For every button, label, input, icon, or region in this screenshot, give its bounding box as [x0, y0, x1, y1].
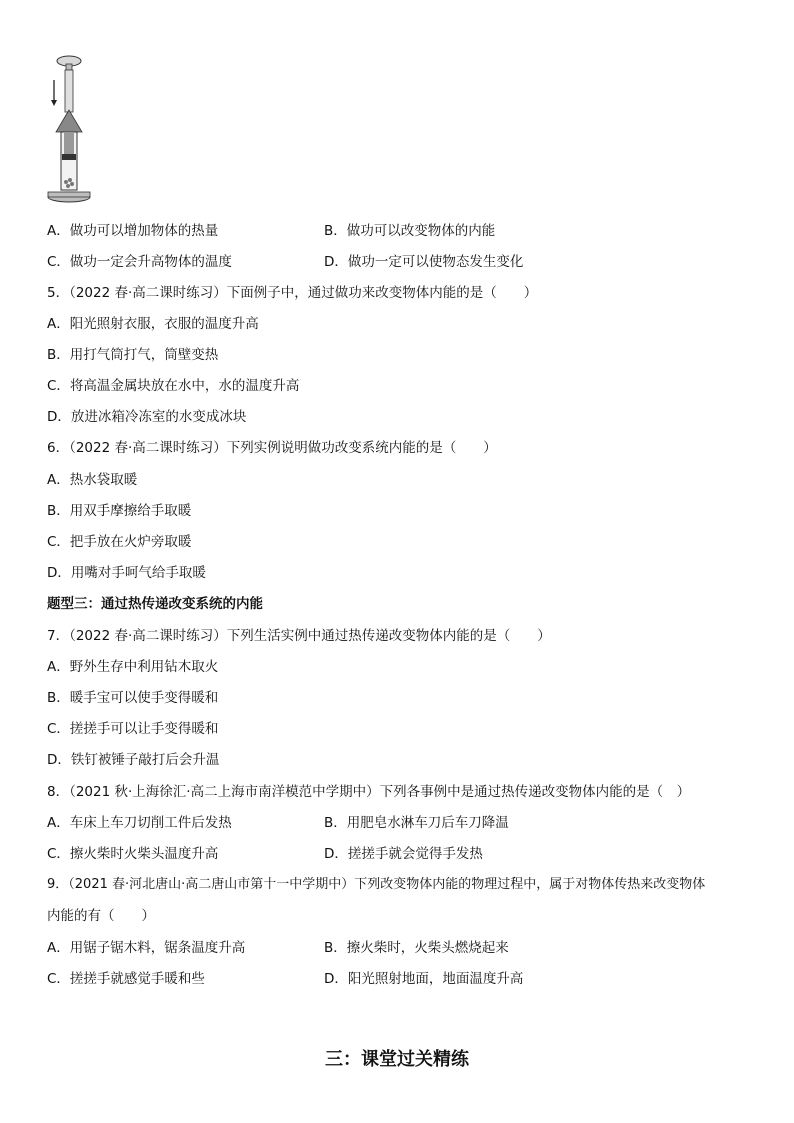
- q5-option-c: C．将高温金属块放在水中，水的温度升高: [47, 378, 300, 394]
- q8-option-c: C．擦火柴时火柴头温度升高: [47, 846, 219, 862]
- q9-option-d: D．阳光照射地面，地面温度升高: [324, 971, 524, 987]
- q6-option-b: B．用双手摩擦给手取暖: [47, 503, 192, 519]
- q6-option-a: A．热水袋取暖: [47, 472, 138, 488]
- compression-cylinder-figure: [44, 52, 100, 206]
- q5-option-b: B．用打气筒打气，筒壁变热: [47, 347, 219, 363]
- q7-option-d: D．铁钉被锤子敲打后会升温: [47, 752, 220, 768]
- q9-option-a: A．用锯子锯木料，锯条温度升高: [47, 940, 246, 956]
- q6-option-d: D．用嘴对手呵气给手取暖: [47, 565, 206, 581]
- section-heading-3: 题型三：通过热传递改变系统的内能: [47, 596, 263, 612]
- q6-option-c: C．把手放在火炉旁取暖: [47, 534, 192, 550]
- q4-option-a: A．做功可以增加物体的热量: [47, 223, 219, 239]
- q5-option-d: D．放进冰箱冷冻室的水变成冰块: [47, 409, 247, 425]
- section-title: 三：课堂过关精练: [325, 1049, 469, 1070]
- q7-option-c: C．搓搓手可以让手变得暖和: [47, 721, 219, 737]
- q4-option-d: D．做功一定可以使物态发生变化: [324, 254, 524, 270]
- q8-option-a: A．车床上车刀切削工件后发热: [47, 815, 232, 831]
- q9-option-b: B．擦火柴时，火柴头燃烧起来: [324, 940, 509, 956]
- q4-option-b: B．做功可以改变物体的内能: [324, 223, 496, 239]
- q7-option-a: A．野外生存中利用钻木取火: [47, 659, 219, 675]
- q7-option-b: B．暖手宝可以使手变得暖和: [47, 690, 219, 706]
- q4-option-c: C．做功一定会升高物体的温度: [47, 254, 232, 270]
- q8-option-b: B．用肥皂水淋车刀后车刀降温: [324, 815, 509, 831]
- q7-stem: 7．（2022 春·高二课时练习）下列生活实例中通过热传递改变物体内能的是（ ）: [47, 628, 551, 644]
- q5-stem: 5．（2022 春·高二课时练习）下面例子中，通过做功来改变物体内能的是（ ）: [47, 285, 538, 301]
- q8-option-d: D．搓搓手就会觉得手发热: [324, 846, 483, 862]
- q9-stem-line2: 内能的有（ ）: [47, 908, 155, 924]
- q9-option-c: C．搓搓手就感觉手暖和些: [47, 971, 205, 987]
- q9-stem-line1: 9．（2021 春·河北唐山·高二唐山市第十一中学期中）下列改变物体内能的物理过程中，属于对物体传热来改变物体: [47, 877, 706, 892]
- q5-option-a: A．阳光照射衣服，衣服的温度升高: [47, 316, 259, 332]
- q8-stem: 8．（2021 秋·上海徐汇·高二上海市南洋模范中学期中）下列各事例中是通过热传递改变物体内能的是（ ）: [47, 784, 691, 800]
- q6-stem: 6．（2022 春·高二课时练习）下列实例说明做功改变系统内能的是（ ）: [47, 440, 497, 456]
